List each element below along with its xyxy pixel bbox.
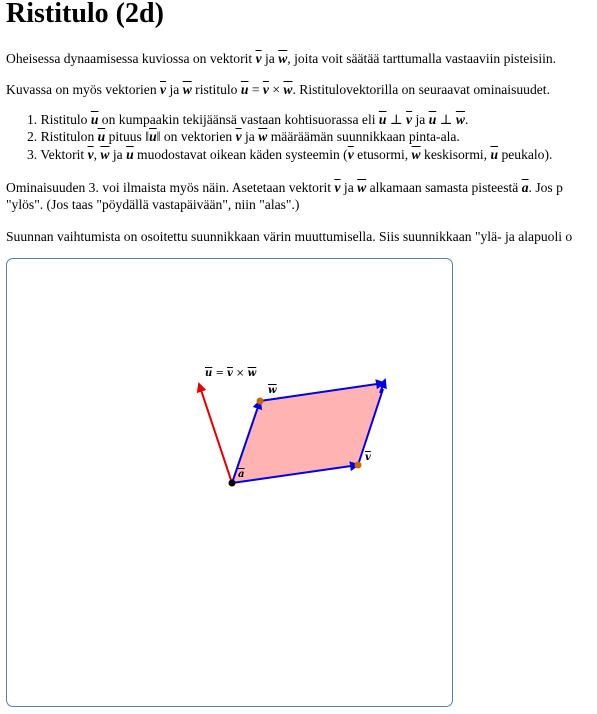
vector-v-symbol: $\overline{v}$ (334, 180, 341, 195)
vector-u-symbol: $\overline{u}$ (378, 112, 387, 127)
text: Oheisessa dynaamisessa kuviossa on vektorit (6, 51, 256, 66)
vector-w-symbol: $\overline{w}$ (357, 180, 367, 195)
text: , joita voit säätää tarttumalla vastaaviin pisteisiin. (287, 51, 557, 66)
text: ja (340, 180, 358, 195)
vector-w-symbol: $\overline{w}$ (182, 82, 192, 97)
cross-product-label (205, 368, 257, 379)
vector-w-symbol: $\overline{w}$ (278, 51, 288, 66)
text: keskisormi, (420, 147, 491, 162)
vector-w-symbol: $\overline{w}$ (411, 147, 421, 162)
point-w-handle[interactable] (257, 398, 264, 405)
cross-product-arrow (199, 384, 232, 483)
parallelogram (232, 383, 385, 483)
text: Ristitulo (40, 112, 91, 127)
cross-product-paragraph (6, 81, 550, 98)
w-label: w (268, 385, 277, 396)
text: ja (109, 147, 127, 162)
vector-u-symbol: $\overline{u}$ (97, 129, 106, 144)
text: ristitulo (191, 82, 241, 97)
list-item (27, 111, 468, 128)
list-number: 3. (27, 147, 38, 162)
v-label: v (365, 452, 371, 463)
color-change-paragraph: Suunnan vaihtumista on osoitettu suunnikkaan värin muuttumisella. Siis suunnikkaan "ylä- ja alapuoli o (6, 229, 573, 244)
point-a-symbol: $\overline{a}$ (521, 180, 529, 195)
text: alkamaan samasta pisteestä (366, 180, 522, 195)
list-number: 1. (27, 112, 38, 127)
geometry-applet[interactable] (6, 258, 453, 707)
vector-u-symbol: $\overline{u}$ (90, 112, 99, 127)
text: Ominaisuuden 3. voi ilmaista myös näin. Asetetaan vektorit (6, 180, 335, 195)
text: Ristitulon (40, 129, 98, 144)
list-number: 2. (27, 129, 38, 144)
vector-w-symbol: $\overline{w}$ (100, 147, 110, 162)
label-w: w (247, 368, 257, 379)
vector-u-symbol: $\overline{u}$ (149, 129, 157, 144)
times-sign: × (268, 82, 284, 97)
label-eq: = (212, 368, 228, 379)
vector-v-symbol: $\overline{v}$ (160, 82, 167, 97)
intro-paragraph (6, 50, 556, 67)
perp-sign: ⊥ (386, 112, 407, 127)
vector-w-symbol: $\overline{w}$ (283, 82, 293, 97)
text: ja (412, 112, 429, 127)
text: pituus (105, 129, 146, 144)
text: peukalo). (498, 147, 553, 162)
text: muodostavat oikean käden systeemin ( (133, 147, 348, 162)
text: ja (166, 82, 183, 97)
equals-sign: = (248, 82, 263, 97)
vector-v-symbol: $\overline{v}$ (262, 82, 269, 97)
label-u: u (205, 368, 213, 379)
vector-u-symbol: $\overline{u}$ (490, 147, 499, 162)
vector-v-symbol: $\overline{v}$ (406, 112, 413, 127)
text: ja (261, 51, 279, 66)
a-label: a (238, 469, 245, 480)
vector-v-symbol: $\overline{v}$ (235, 129, 242, 144)
vector-w-symbol: $\overline{w}$ (455, 112, 465, 127)
norm-bar: ‖ (156, 129, 161, 144)
vector-u-symbol: $\overline{u}$ (428, 112, 437, 127)
perp-sign: ⊥ (436, 112, 456, 127)
point-a[interactable] (229, 480, 236, 487)
vector-u-symbol: $\overline{u}$ (240, 82, 249, 97)
text: on vektorien (160, 129, 236, 144)
text: . Jos p (528, 180, 563, 195)
orientation-paragraph-line2: "ylös". (Jos taas "pöydällä vastapäivään", niin "alas".) (6, 197, 300, 212)
list-item (27, 146, 552, 163)
text: . Ristitulovektorilla on seuraavat ominaisuudet. (292, 82, 550, 97)
label-times: × (232, 368, 248, 379)
vector-w-symbol: $\overline{w}$ (258, 129, 268, 144)
text: on kumpaakin tekijäänsä vastaan kohtisuorassa eli (98, 112, 379, 127)
text: , (93, 147, 101, 162)
text: määräämän suunnikkaan pinta-ala. (267, 129, 460, 144)
text: Vektorit (40, 147, 88, 162)
applet-canvas[interactable] (7, 259, 454, 708)
text: ja (241, 129, 259, 144)
orientation-paragraph-line1 (6, 179, 563, 196)
text: etusormi, (353, 147, 412, 162)
text: . (464, 112, 469, 127)
norm-bar: ‖ (145, 129, 150, 144)
vector-v-symbol: $\overline{v}$ (347, 147, 354, 162)
text: Kuvassa on myös vektorien (6, 82, 161, 97)
vector-v-symbol: $\overline{v}$ (255, 51, 262, 66)
vector-u-symbol: $\overline{u}$ (126, 147, 134, 162)
vector-v-symbol: $\overline{v}$ (87, 147, 94, 162)
page-title: Ristitulo (2d) (6, 0, 164, 29)
point-v-handle[interactable] (355, 462, 362, 469)
list-item (27, 128, 460, 145)
label-v: v (227, 368, 233, 379)
